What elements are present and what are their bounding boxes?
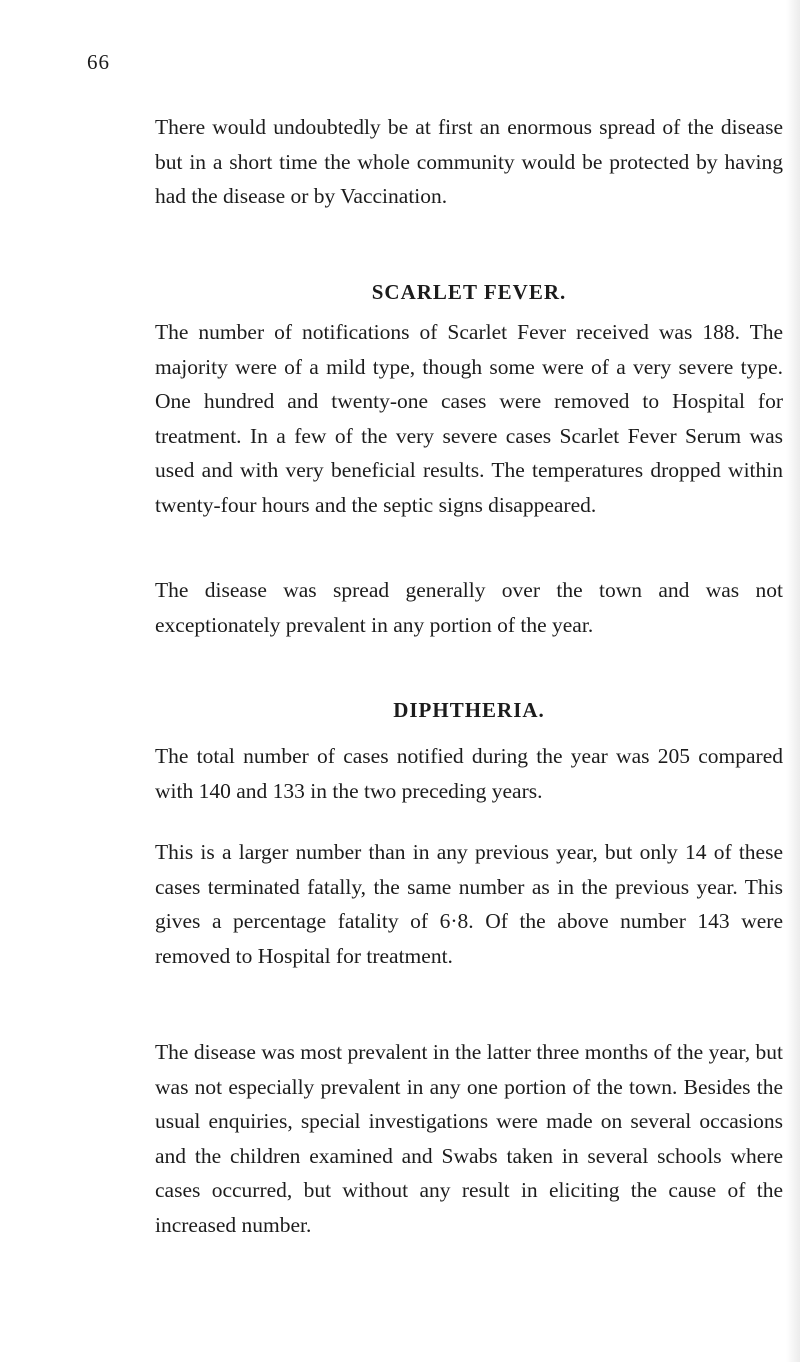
paragraph-intro: There would undoubtedly be at first an enormous spread of the disease but in a short time the whole community would be protected by having had the disease or by Vaccination. [155, 115, 783, 208]
paragraph-scarlet-fever-1: The number of notifications of Scarlet Fever received was 188. The majority were of a mild type, though some were of a very severe type. One hundred and twenty-one cases were removed to Hospital for treatment. In a few of the very severe cases Scarlet Fever Serum was used and with very beneficial results. The temperatures dropped within twenty-four hours and the septic signs disappeared. [155, 320, 783, 517]
paragraph-diphtheria-3: The disease was most prevalent in the latter three months of the year, but was not especially prevalent in any one portion of the town. Besides the usual enquiries, special investigations were made on several occasions and the children examined and Swabs taken in several schools where cases occurred, but without any result in eliciting the cause of the increased number. [155, 1040, 783, 1237]
paragraph-scarlet-fever-2: The disease was spread generally over the town and was not exceptionately prevalent in any portion of the year. [155, 578, 783, 637]
paragraph-diphtheria-2: This is a larger number than in any previous year, but only 14 of these cases terminated fatally, the same number as in the previous year. This gives a percentage fatality of 6·8. Of the above number 143 were removed to Hospital for treatment. [155, 840, 783, 968]
paragraph-diphtheria-1: The total number of cases notified during the year was 205 compared with 140 and 133 in the two preceding years. [155, 744, 783, 803]
page-edge-shadow [786, 0, 800, 1362]
heading-diphtheria: DIPHTHERIA. [393, 698, 545, 722]
heading-scarlet-fever: SCARLET FEVER. [371, 280, 567, 304]
page-number: 66 [87, 50, 110, 74]
